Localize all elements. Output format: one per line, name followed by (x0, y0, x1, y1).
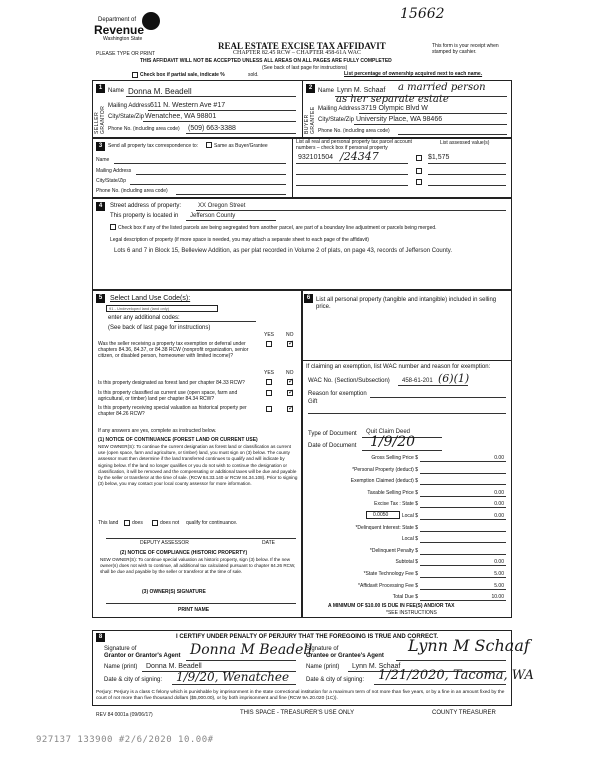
county-line (186, 220, 276, 221)
amount-label: Local $ (401, 513, 418, 519)
wac-line (398, 385, 468, 386)
parties-divider (302, 80, 303, 138)
same-as-buyer-checkbox[interactable] (206, 142, 212, 148)
see-back-label: (See back of last page for instructions) (262, 65, 348, 71)
parcel-hand: /24347 (340, 150, 379, 163)
s3-name-line[interactable] (114, 163, 286, 164)
amount-label: Gross Selling Price $ (371, 455, 418, 461)
additional-codes-line[interactable] (174, 321, 256, 322)
buyer-city-label: City/State/Zip (318, 117, 355, 123)
does-label: does (132, 520, 143, 526)
perjury-notice: Perjury: Perjury is a class C felony which is punishable by imprisonment in the state correctional institution for a maximum term of not more than five years, or by a fine in an amount fixed by the court of not more than five thousand dollars ($5,000.00), or by both imprisonment and fine (RCW 9A.20.020 (1C)). (96, 690, 505, 701)
amount-label: Local $ (401, 536, 418, 542)
buyer-name-hand: a married person (398, 82, 486, 93)
sig-grantee-label-1: Signature of (306, 646, 339, 652)
grantor-date-line (172, 684, 296, 685)
grantee-sig-line (396, 660, 506, 661)
q1-yes-checkbox[interactable] (266, 341, 272, 347)
reason-value[interactable]: Gift (308, 399, 318, 405)
notice-1-body: NEW OWNER(S): To continue the current designation as forest land or classification as current use (open space, farm and agriculture, or timber) land, you must sign on (3) below. The county assessor must then determine if the land transferred continues to qualify and will indicate by signing below. If the land no longer qualifies or you do not wish to continue the designation or classification, it will be removed and the compensating or additional taxes will be due and payable by the seller or transferor at the time of sale. (RCW 84.33.140 or RCW 84.34.108). Prior to signing (3) below, you may contact your local county assessor for more information. (98, 444, 298, 487)
section-4-box (92, 198, 512, 290)
amount-label: *Affidavit Processing Fee $ (358, 583, 418, 589)
sold-label: sold. (248, 72, 259, 78)
does-not-label: does not (160, 520, 180, 526)
minimum-due-label: A MINIMUM OF $10.00 IS DUE IN FEE(S) AND/OR TAX (328, 603, 455, 609)
deputy-line[interactable] (106, 538, 296, 539)
grantor-name-print[interactable]: Donna M. Beadell (146, 663, 202, 670)
amount-label: Subtotal $ (395, 559, 418, 565)
doc-date-line (362, 450, 442, 451)
legal-description[interactable]: Lots 6 and 7 in Block 15, Belleview Addition, as per plat recorded in Volume 2 of plats, on page 43, records of Jefferson County. (114, 248, 452, 254)
seller-name[interactable]: Donna M. Beadell (128, 87, 192, 96)
q2-yes-checkbox[interactable] (266, 379, 272, 385)
partial-sale-label: Check box if partial sale, indicate % (140, 72, 225, 78)
amount-value[interactable]: 0.00 (494, 559, 504, 565)
question-1: Was the seller receiving a property tax exemption or deferral under chapters 84.36, 84.37, or 84.38 RCW (nonprofit organization, senior citizen, or disabled person, homeowner with limited income)? (98, 341, 249, 359)
parcel-line-3 (296, 185, 408, 186)
amount-value[interactable]: 0.00 (494, 513, 504, 519)
located-label: This property is located in (110, 213, 179, 219)
doc-date-label: Date of Document (308, 443, 357, 449)
amount-label: Total Due $ (392, 594, 418, 600)
wac-value[interactable]: 458-61-201 (402, 378, 433, 384)
local-rate-value: 0.0050 (373, 512, 389, 518)
amount-label: *State Technology Fee $ (363, 571, 418, 577)
section-4-number: 4 (96, 202, 105, 211)
yes-header-2: YES (264, 370, 275, 376)
seller-city-label: City/State/Zip (108, 114, 145, 120)
grantor-name-label: Name (print) (104, 664, 138, 670)
certify-label: I CERTIFY UNDER PENALTY OF PERJURY THAT THE FOREGOING IS TRUE AND CORRECT. (176, 634, 439, 640)
additional-codes-label: enter any additional codes: (108, 315, 180, 321)
legal-label: Legal description of property (if more space is needed, you may attach a separate sheet to each page of the affidavit) (110, 237, 369, 243)
grantor-signature[interactable]: Donna M Beadell (190, 642, 313, 658)
question-2: Is this property designated as forest land per chapter 84.33 RCW? (98, 380, 245, 386)
s3-name-label: Name (96, 157, 110, 163)
dept-of-label: Department of (98, 17, 137, 23)
seller-phone-line (186, 133, 296, 134)
personal-property-label: List all personal property (tangible and intangible) included in selling price. (316, 297, 497, 310)
buyer-phone-line (398, 134, 507, 135)
land-use-select[interactable] (106, 305, 218, 312)
q3-yes-checkbox[interactable] (266, 390, 272, 396)
q1-no-checkbox[interactable] (287, 341, 293, 347)
local-rate-box[interactable] (366, 511, 400, 519)
amount-label: Taxable Selling Price $ (367, 490, 418, 496)
seller-phone[interactable]: (509) 663-3388 (188, 125, 236, 132)
amount-line (420, 600, 506, 601)
assessed-line-2 (428, 174, 506, 175)
buyer-city[interactable]: University Place, WA 98466 (356, 116, 443, 123)
yes-header-1: YES (264, 332, 275, 338)
personal-property-checkbox-3[interactable] (416, 179, 422, 185)
receipt-note: This form is your receipt when stamped by cashier. (432, 43, 499, 55)
buyer-name-line (335, 96, 507, 97)
amount-label: Excise Tax : State $ (374, 501, 418, 507)
amount-line (420, 589, 506, 590)
amount-label: *Delinquent Penalty $ (369, 548, 418, 554)
does-not-checkbox[interactable] (152, 520, 158, 526)
section-8-number: 8 (96, 633, 105, 642)
amount-label: Exemption Claimed (deduct) $ (350, 478, 418, 484)
land-does-label: This land (98, 520, 119, 526)
owner-signature-label: (3) OWNER(S) SIGNATURE (142, 589, 206, 595)
segregated-checkbox[interactable] (110, 224, 116, 230)
q3-no-checkbox[interactable] (287, 390, 293, 396)
if-yes-label: If any answers are yes, complete as instructed below. (98, 428, 217, 434)
treasurer-use-label: THIS SPACE - TREASURER'S USE ONLY (240, 710, 355, 716)
grantee-date-city[interactable]: 1/21/2020, Tacoma, WA (378, 668, 534, 683)
seller-side-label: SELLER GRANTOR (94, 105, 106, 134)
amount-value[interactable]: 5.00 (494, 571, 504, 577)
q4-yes-checkbox[interactable] (266, 406, 272, 412)
amount-line (420, 519, 506, 520)
seller-name-line (126, 96, 296, 97)
assessed-line-3 (428, 185, 506, 186)
deputy-assessor-label: DEPUTY ASSESSOR (140, 540, 189, 546)
doc-type-label: Type of Document (308, 431, 357, 437)
assessed-header: List assessed value(s) (440, 140, 490, 146)
sig-grantee-label-2: Grantee or Grantee's Agent (306, 653, 384, 659)
s3-phone-line[interactable] (176, 194, 286, 195)
no-header-2: NO (286, 370, 294, 376)
assessed-line-1 (428, 163, 506, 164)
buyer-mailing[interactable]: 3719 Olympic Blvd W (361, 105, 428, 112)
question-3: Is this property classified as current use (open space, farm and agricultural, or timber) land per chapter 84.34 RCW? (98, 390, 238, 402)
type-print-label: PLEASE TYPE OR PRINT (96, 51, 156, 57)
buyer-mailing-line (359, 113, 507, 114)
question-4: Is this property receiving special valuation as historical property per chapter 84.26 RCW? (98, 405, 247, 417)
form-warning: THIS AFFIDAVIT WILL NOT BE ACCEPTED UNLESS ALL AREAS ON ALL PAGES ARE FULLY COMPLETED (140, 58, 392, 64)
reason-line (370, 397, 506, 398)
print-name-label: PRINT NAME (178, 607, 210, 613)
amount-line (420, 542, 506, 543)
seller-mailing-line (148, 110, 296, 111)
no-header-1: NO (286, 332, 294, 338)
revenue-logo-icon (142, 12, 160, 30)
s6-divider (302, 360, 512, 361)
qualify-label: qualify for continuance. (186, 520, 238, 526)
form-revision: REV 84 0001a (09/06/17) (96, 712, 153, 718)
deputy-date-label: DATE (262, 540, 275, 546)
land-use-value: 91 - Undeveloped land (land only) (109, 306, 170, 311)
grantor-sig-line (186, 660, 296, 661)
buyer-name[interactable]: Lynn M. Schaaf (337, 87, 386, 94)
seller-mailing-label: Mailing Address (108, 103, 151, 109)
parcel-line-1 (296, 163, 408, 164)
seller-phone-label: Phone No. (including area code) (108, 126, 180, 132)
wac-hand: (6)(1) (438, 372, 470, 385)
notice-2-body: NEW OWNER(S): To continue special valuation as historic property, sign (3) below. If the new owner(s) does not wish to continue, all additional tax calculated pursuant to chapter 84.26 RCW, shall be due and payable by the seller or transferor at the time of sale. (100, 557, 296, 575)
personal-property-checkbox-2[interactable] (416, 168, 422, 174)
buyer-city-line (354, 124, 507, 125)
land-use-label: Select Land Use Code(s): (110, 295, 191, 302)
amount-line (420, 577, 506, 578)
same-as-buyer-label: Same as Buyer/Grantee (214, 143, 268, 149)
parcel-header: List all real and personal property tax parcel account numbers – check box if personal property (296, 139, 412, 151)
amount-value[interactable]: 10.00 (491, 594, 504, 600)
q4-no-checkbox[interactable] (287, 406, 293, 412)
grantee-date-label: Date & city of signing: (306, 677, 365, 683)
s5-see-back: (See back of last page for instructions) (108, 325, 211, 331)
amount-line (420, 554, 506, 555)
amount-value[interactable]: 0.00 (494, 455, 504, 461)
personal-property-checkbox[interactable] (416, 155, 422, 161)
parcel-number[interactable]: 932101504 (298, 154, 334, 161)
amount-value[interactable]: 0.00 (494, 490, 504, 496)
amount-line (420, 507, 506, 508)
does-checkbox[interactable] (124, 520, 130, 526)
sig-grantor-label-1: Signature of (104, 646, 137, 652)
amount-line (420, 531, 506, 532)
partial-sale-checkbox[interactable] (132, 72, 138, 78)
list-pct-label: List percentage of ownership acquired next to each name. (344, 71, 483, 77)
seller-mailing[interactable]: 611 N. Western Ave #17 (150, 102, 226, 109)
amount-line (420, 496, 506, 497)
seller-name-label: Name (108, 88, 125, 94)
handwritten-id: 15662 (400, 6, 445, 22)
s3-city-line[interactable] (130, 184, 286, 185)
amount-value[interactable]: 0.00 (494, 501, 504, 507)
grantee-signature[interactable]: Lynn M Schaaf (408, 636, 530, 655)
amount-label: *Delinquent Interest: State $ (355, 525, 418, 531)
doc-type-value[interactable]: Quit Claim Deed (366, 429, 411, 435)
notice-2-title: (2) NOTICE OF COMPLIANCE (HISTORIC PROPERTY) (120, 550, 248, 556)
buyer-name-label: Name (318, 88, 335, 94)
exemption-header: If claiming an exemption, list WAC number and reason for exemption: (306, 364, 491, 370)
amount-value[interactable]: 5.00 (494, 583, 504, 589)
revenue-label: Revenue (94, 23, 145, 37)
seller-city-line (143, 121, 296, 122)
grantor-date-city[interactable]: 1/9/20, Wenatchee (176, 670, 290, 684)
amount-line (420, 565, 506, 566)
assessed-value[interactable]: $1,575 (428, 154, 450, 161)
sig-grantor-label-2: Grantor or Grantor's Agent (104, 653, 181, 659)
grantor-date-label: Date & city of signing: (104, 677, 163, 683)
grantee-date-line (374, 684, 506, 685)
section-5-number: 5 (96, 294, 105, 303)
street-line (196, 210, 506, 211)
notice-1-title: (1) NOTICE OF CONTINUANCE (FOREST LAND OR CURRENT USE) (98, 437, 258, 443)
form-title: REAL ESTATE EXCISE TAX AFFIDAVIT (218, 41, 386, 51)
q2-no-checkbox[interactable] (287, 379, 293, 385)
buyer-phone-label: Phone No. (including area code) (318, 128, 390, 134)
street-label: Street address of property: (110, 203, 182, 209)
amount-line (420, 461, 506, 462)
see-instructions-label: *SEE INSTRUCTIONS (386, 610, 437, 616)
state-label: Washington State (103, 36, 143, 42)
buyer-mailing-label: Mailing Address (318, 106, 361, 112)
send-correspondence-label: Send all property tax correspondence to: (108, 143, 199, 149)
amount-label: *Personal Property (deduct) $ (352, 467, 418, 473)
grantee-name-print[interactable]: Lynn M. Schaaf (352, 663, 401, 670)
grantee-name-label: Name (print) (306, 664, 340, 670)
county-value[interactable]: Jefferson County (190, 213, 236, 219)
buyer-name-hand-2: as her separate estate (336, 94, 449, 105)
parcel-line-2 (296, 174, 408, 175)
section-6-number: 6 (304, 294, 313, 303)
s3-city-label: City/State/Zip (96, 178, 127, 184)
amount-line (420, 473, 506, 474)
wac-label: WAC No. (Section/Subsection) (308, 378, 390, 384)
reason-label: Reason for exemption (308, 391, 367, 397)
doc-date-value[interactable]: 1/9/20 (370, 434, 416, 450)
section-1-number: 1 (96, 84, 105, 93)
owner-sig-line[interactable] (106, 603, 296, 604)
amount-line (420, 484, 506, 485)
section-6-box (302, 290, 512, 618)
section-2-number: 2 (306, 84, 315, 93)
form-chapter: CHAPTER 82.45 RCW – CHAPTER 458-61A WAC (233, 50, 361, 56)
reason-line-2 (308, 413, 506, 414)
recording-stamp: 927137 133900 #2/6/2020 10.00# (36, 735, 214, 745)
segregated-label: Check box if any of the listed parcels are being segregated from another parcel, are part of a boundary line adjustment or parcels being merged. (118, 225, 437, 231)
section-3-number: 3 (96, 142, 105, 151)
seller-city[interactable]: Wenatchee, WA 98801 (145, 113, 217, 120)
s3-mailing-line[interactable] (136, 174, 286, 175)
section-3-divider (292, 138, 293, 198)
s3-phone-label: Phone No. (including area code) (96, 188, 168, 194)
county-treasurer-label: COUNTY TREASURER (432, 710, 496, 716)
s3-mailing-label: Mailing Address (96, 168, 132, 174)
street-value[interactable]: XX Oregon Street (198, 203, 246, 209)
buyer-side-label: BUYER GRANTEE (304, 106, 316, 134)
